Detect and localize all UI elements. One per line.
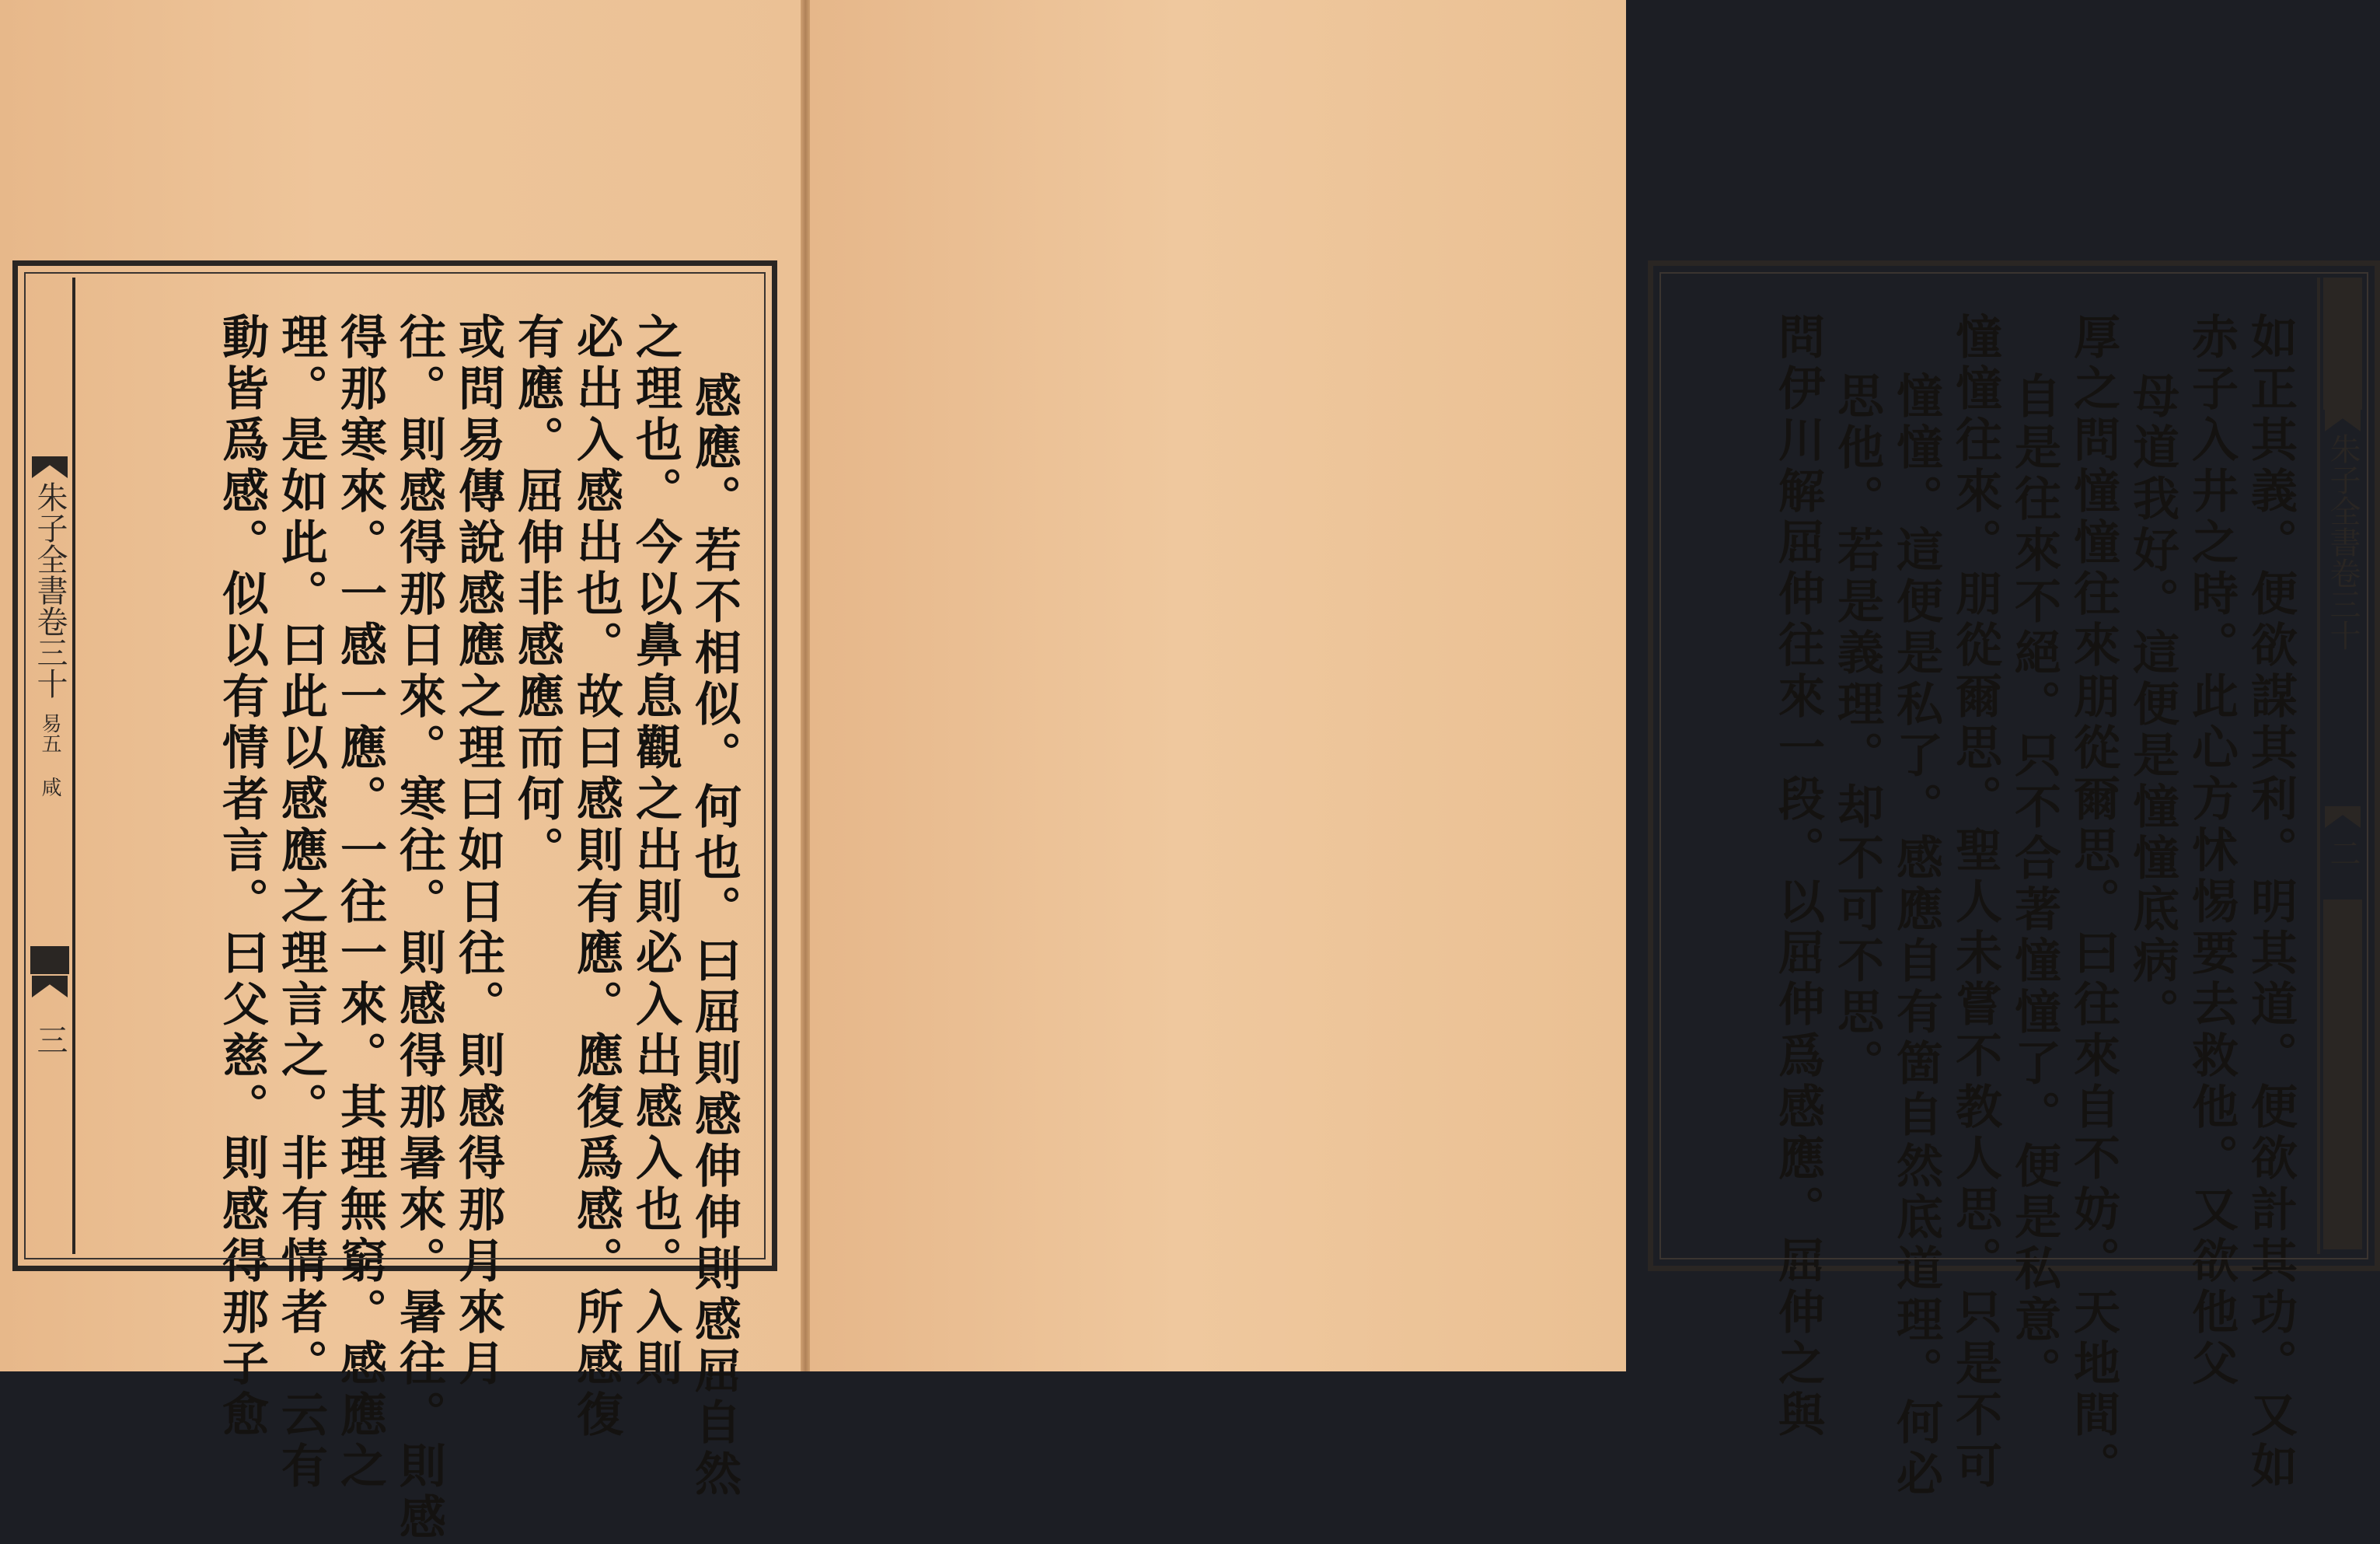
- right-text-columns: [1669, 313, 2300, 1500]
- text-column: 憧憧往來。朋從爾思。聖人未嘗不教人思。只是不可: [1948, 313, 2002, 1493]
- text-column: 之理也。今以鼻息觀之出則必入出感入也。入則: [628, 313, 682, 1390]
- text-column: 問伊川解屈伸往來一段。以屈伸爲感應。屈伸之與: [1771, 313, 1825, 1441]
- upper-fish-tail-mark: [2325, 410, 2361, 431]
- upper-block-mark: [2323, 278, 2362, 410]
- text-column: 理。是如此。曰此以感應之理言之。非有情者。云有: [274, 313, 328, 1493]
- left-text-columns: [88, 313, 744, 1544]
- left-margin-title: 朱子全書卷三十: [32, 481, 68, 699]
- lower-fish-tail-mark: [32, 976, 68, 997]
- lower-fish-tail-mark: [2325, 806, 2361, 828]
- scan-edge-right: [1626, 0, 1632, 1371]
- lower-block-mark: [2323, 900, 2362, 1249]
- right-text-frame: [1648, 260, 2380, 1500]
- right-margin-folio: 二: [2325, 837, 2361, 868]
- text-column: 往。則感得那日來。寒往。則感得那暑來。暑往。則感: [392, 313, 446, 1544]
- left-page: [0, 0, 802, 1544]
- text-column: 赤子入井之時。此心方怵惕要去救他。又欲他父: [2184, 313, 2239, 1390]
- lower-block-mark: [30, 946, 69, 974]
- text-column: 動皆爲感。似以有情者言。曰父慈。則感得那子愈: [215, 313, 269, 1441]
- text-column: 如正其義。便欲謀其利。明其道。便欲計其功。又如: [2243, 313, 2298, 1493]
- text-column: 或問易傳說感應之理曰如日往。則感得那月來月: [451, 313, 505, 1390]
- text-column: 憧憧。這便是私了。感應自有箇自然底道理。何必: [1889, 372, 1943, 1500]
- text-column: 母道我好。這便是憧憧底病。: [2125, 372, 2179, 1039]
- text-column: 思他。若是義理。却不可不思。: [1830, 372, 1884, 1090]
- left-margin-folio: 三: [32, 1024, 68, 1055]
- text-column: 得那寒來。一感一應。一往一來。其理無窮。感應之: [333, 313, 387, 1493]
- text-column: 厚之問憧憧往來朋從爾思。曰往來自不妨。天地間。: [2066, 313, 2120, 1493]
- upper-fish-tail-mark: [32, 456, 68, 478]
- left-text-frame: [12, 260, 777, 1544]
- right-margin-title: 朱子全書卷三十: [2325, 433, 2361, 651]
- right-page: [810, 0, 2361, 1500]
- text-column: 必出入感出也。故曰感則有應。應復爲感。所感復: [569, 313, 623, 1441]
- text-column: 感應。若不相似。何也。曰屈則感伸伸則感屈自然: [687, 372, 742, 1500]
- left-margin-section: 易五 咸: [38, 713, 61, 797]
- text-column: 自是往來不絕。只不合著憧憧了。便是私意。: [2007, 372, 2061, 1398]
- right-margin-strip: [2317, 278, 2365, 1254]
- text-column: 有應。屈伸非感應而何。: [510, 313, 564, 877]
- left-margin-strip: [27, 278, 75, 1254]
